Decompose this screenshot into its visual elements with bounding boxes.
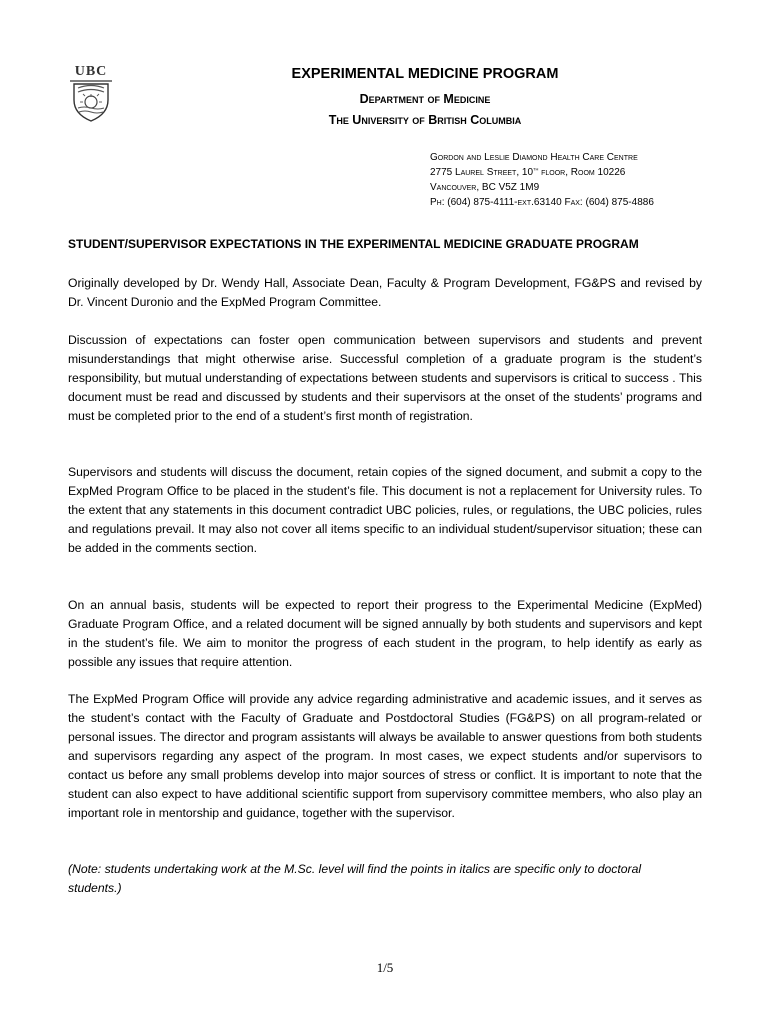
- address-line-contact: Ph: (604) 875-4111-ext.63140 Fax: (604) 875-4886: [430, 197, 654, 208]
- document-heading: STUDENT/SUPERVISOR EXPECTATIONS IN THE EXPERIMENTAL MEDICINE GRADUATE PROGRAM: [68, 237, 639, 251]
- ubc-logo: [68, 64, 114, 122]
- program-title: EXPERIMENTAL MEDICINE PROGRAM: [291, 66, 559, 82]
- address-line-street: [430, 165, 654, 180]
- italic-note: (Note: students undertaking work at the M.Sc. level will find the points in italics are specific only to doctoral students.): [68, 862, 642, 895]
- address-line-city: Vancouver, BC V5Z 1M9: [430, 182, 540, 193]
- address-block: [430, 150, 654, 210]
- ubc-logo-text: UBC: [74, 64, 108, 79]
- address-street-prefix: 2775 Laurel Street, 10: [430, 167, 533, 178]
- address-street-sup: th: [533, 166, 539, 173]
- paragraph-discussion: Discussion of expectations can foster open communication between supervisors and students and prevent misunderstandings that might otherwise arise. Successful completion of a graduate program is the student’s responsibility, but mutual understanding of expectations between students and supervisors is critical to success . This document must be read and discussed by students and their supervisors at the onset of the students’ programs and must be completed prior to the end of a student’s first month of registration.: [68, 333, 702, 423]
- page-number: 1/5: [376, 960, 394, 975]
- paragraph-annual-progress: On an annual basis, students will be expected to report their progress to the Experimental Medicine (ExpMed) Graduate Program Office, and a related document will be signed annually by both students and supervisors and kept in the student’s file. We aim to monitor the progress of each student in the program, to help identify as early as possible any issues that require attention.: [68, 598, 702, 669]
- address-street-suffix: floor, Room 10226: [538, 167, 626, 178]
- paragraph-program-office: The ExpMed Program Office will provide any advice regarding administrative and academic issues, and it serves as the student’s contact with the Faculty of Graduate and Postdoctoral Studies (FG&PS) on all program-related or personal issues. The director and program assistants will always be available to answer questions from both students and supervisors regarding any aspect of the program. In most cases, we expect students and/or supervisors to contact us before any small problems develop into major sources of stress or conflict. It is important to note that the student can also expect to have additional scientific support from supervisory committee members, who also play an important role in mentorship and guidance, together with the supervisor.: [68, 692, 702, 820]
- university-name: The University of British Columbia: [328, 113, 522, 127]
- department-name: Department of Medicine: [359, 92, 491, 106]
- paragraph-origin: Originally developed by Dr. Wendy Hall, Associate Dean, Faculty & Program Development, FG&PS and revised by Dr. Vincent Duronio and the ExpMed Program Committee.: [68, 276, 702, 309]
- paragraph-copies: Supervisors and students will discuss the document, retain copies of the signed document, and submit a copy to the ExpMed Program Office to be placed in the student’s file. This document is not a replacement for University rules. To the extent that any statements in this document contradict UBC policies, rules, or regulations, the UBC policies, rules and regulations prevail. It may also not cover all items specific to an individual student/supervisor situation; these can be added in the comments section.: [68, 465, 702, 555]
- address-line-building: Gordon and Leslie Diamond Health Care Centre: [430, 152, 638, 163]
